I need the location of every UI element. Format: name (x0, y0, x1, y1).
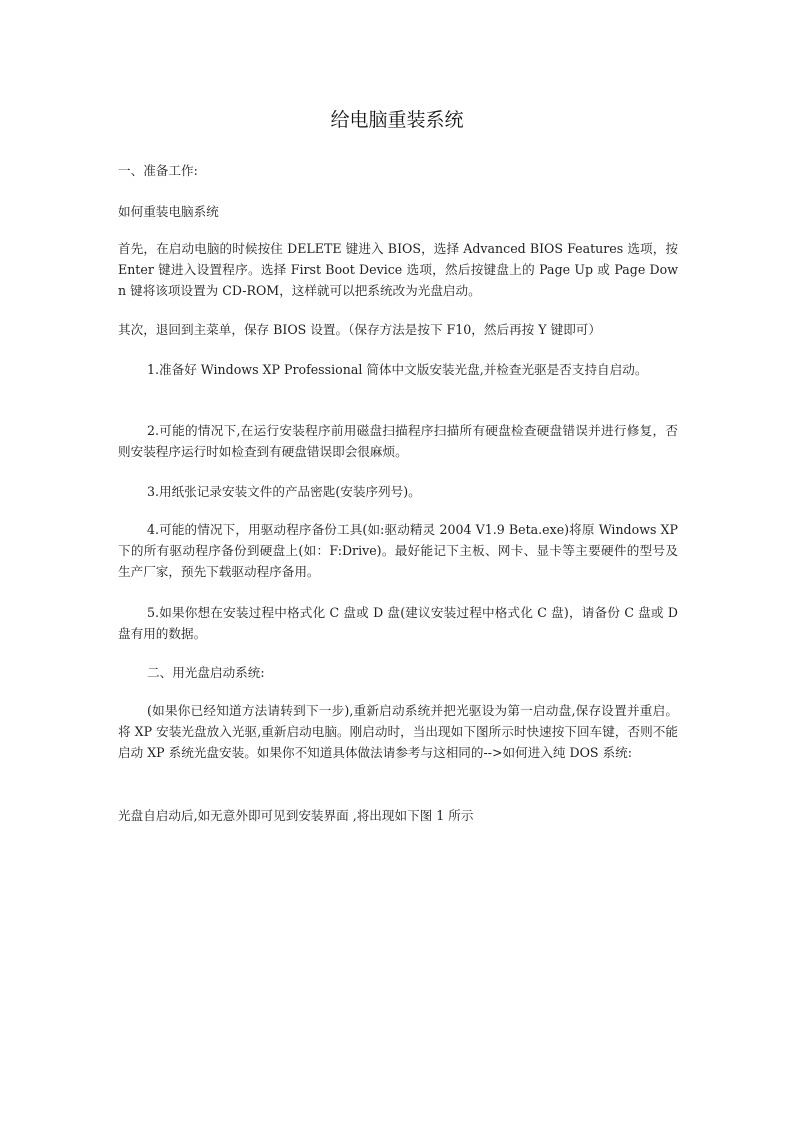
list-item-2: 2.可能的情况下,在运行安装程序前用磁盘扫描程序扫描所有硬盘检查硬盘错误并进行修复，否则安装程序运行时如检查到有硬盘错误即会很麻烦。 (118, 423, 678, 459)
section-heading-cd-boot: 二、用光盘启动系统: (147, 665, 265, 680)
list-item-5: 5.如果你想在安装过程中格式化 C 盘或 D 盘(建议安装过程中格式化 C 盘)，请备份 C 盘或 D 盘有用的数据。 (118, 605, 678, 641)
list-item-3: 3.用纸张记录安装文件的产品密匙(安装序列号)。 (147, 484, 421, 499)
paragraph-bios-setup: 首先，在启动电脑的时候按住 DELETE 键进入 BIOS，选择 Advanced BIOS Features 选项，按 Enter 键进入设置程序。选择 First Boot Device 选项，然后按键盘上的 Page Up 或 Page Down 键将该项设置为 CD-ROM，这样就可以把系统改为光盘启动。 (118, 241, 678, 298)
document-title: 给电脑重装系统 (330, 109, 464, 131)
paragraph-cd-boot-instructions: (如果你已经知道方法请转到下一步),重新启动系统并把光驱设为第一启动盘,保存设置并重启。将 XP 安装光盘放入光驱,重新启动电脑。刚启动时，当出现如下图所示时快速按下回车键，否则不能启动 XP 系统光盘安装。如果你不知道具体做法请参考与这相同的-->如何进入纯 DOS 系统: (118, 703, 678, 760)
paragraph-save-bios: 其次，退回到主菜单，保存 BIOS 设置。（保存方法是按下 F10，然后再按 Y 键即可） (118, 322, 601, 337)
list-item-4: 4.可能的情况下，用驱动程序备份工具(如:驱动精灵 2004 V1.9 Beta.exe)将原 Windows XP 下的所有驱动程序备份到硬盘上(如：F:Drive)。最好能记下主板、网卡、显卡等主要硬件的型号及生产厂家，预先下载驱动程序备用。 (118, 522, 678, 579)
list-item-1: 1.准备好 Windows XP Professional 简体中文版安装光盘,并检查光驱是否支持自启动。 (147, 362, 648, 377)
paragraph-install-screen: 光盘自启动后,如无意外即可见到安装界面 ,将出现如下图 1 所示 (118, 808, 474, 823)
section-heading-preparation: 一、准备工作: (118, 163, 198, 178)
paragraph-subheading: 如何重装电脑系统 (118, 204, 219, 219)
